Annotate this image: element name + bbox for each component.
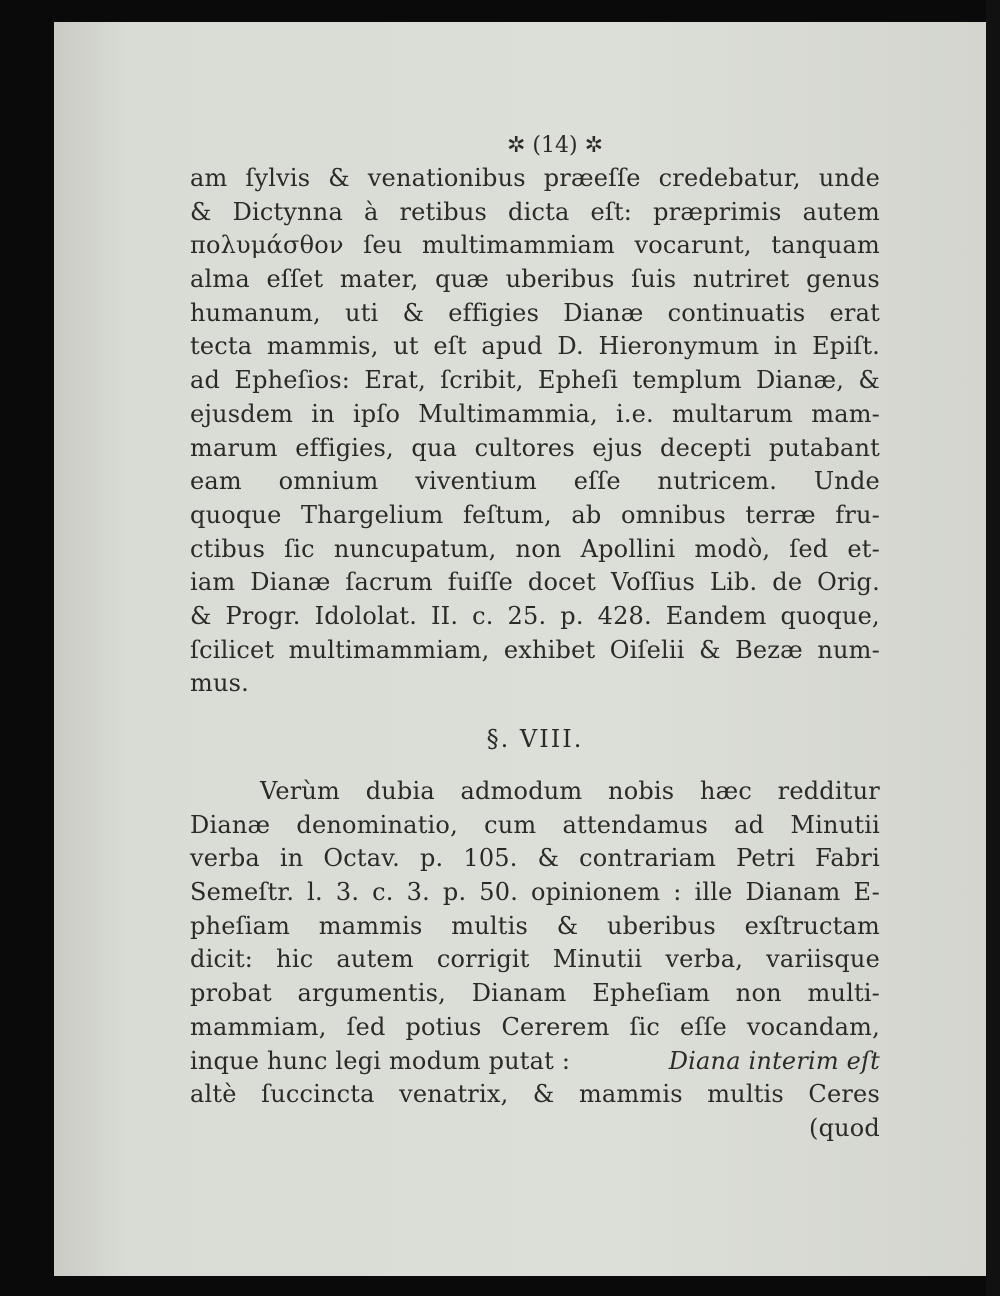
line-text: πολυμάσθον ſeu multimammiam vocarunt, tanquam [190,231,880,260]
line-text: probat argumentis, Dianam Epheſiam non multi- [190,979,880,1008]
line-text: mammiam, ſed potius Cererem ſic eſſe vocandam, [190,1012,880,1041]
text-line [190,162,880,196]
line-text: Verùm dubia admodum nobis hæc redditur [260,777,880,805]
line-text: Dianæ denominatio, cum attendamus ad Minutii [190,810,880,839]
line-text: marum effigies, qua cultores ejus decepti putabant [190,433,880,462]
text-line [190,263,880,297]
line-text: alma eſſet mater, quæ uberibus ſuis nutriret genus [190,265,880,294]
text-line [190,1045,880,1079]
text-line [190,297,880,331]
line-text: am ſylvis & venationibus præeſſe credebatur, unde [190,164,880,192]
line-text: ad Epheſios: Erat, ſcribit, Epheſi templum Dianæ, & [190,366,880,395]
page-text [190,130,880,1146]
line-text: & Dictynna à retibus dicta eſt: præprimis autem [190,197,880,226]
text-line [190,634,880,668]
text-line [190,330,880,364]
scan-edge [986,0,1000,1296]
line-text: humanum, uti & effigies Dianæ continuatis erat [190,298,880,327]
text-line [190,196,880,230]
line-text: & Progr. Idololat. II. c. 25. p. 428. Eandem quoque, [190,601,880,630]
line-text: tecta mammis, ut eſt apud D. Hieronymum in Epiſt. [190,332,880,361]
quote-inline: Diana interim eſt [668,1046,880,1075]
text-line [190,398,880,432]
line-text: pheſiam mammis multis & uberibus exſtructam [190,911,880,940]
text-line [190,943,880,977]
line-text: iam Dianæ ſacrum fuiſſe docet Voſſius Lib. de Orig. [190,568,880,597]
ornament-left-icon: ✲ [506,133,526,158]
text-line [190,842,880,876]
line-text: Semeſtr. l. 3. c. 3. p. 50. opinionem : ille Dianam E- [190,878,880,907]
line-text: dicit: hic autem corrigit Minutii verba, variisque [190,945,880,974]
text-line [190,465,880,499]
text-line [190,533,880,567]
ornament-right-icon: ✲ [584,133,604,158]
catchword-line [190,1112,880,1146]
text-line [190,364,880,398]
text-line [190,229,880,263]
line-text: inque hunc legi modum putat : [190,1046,571,1075]
page-header [230,130,880,162]
line-text: ejusdem in ipſo Multimammia, i.e. multarum mam- [190,399,880,428]
text-line [190,775,880,809]
text-line [190,566,880,600]
line-text: altè ſuccincta venatrix, & mammis multis Ceres [190,1080,880,1109]
line-text: ſcilicet multimammiam, exhibet Oiſelii & Bezæ num- [190,635,880,664]
section-title: §. VIII. [486,725,584,753]
line-text: ctibus ſic nuncupatum, non Apollini modò, ſed et- [190,534,880,563]
paragraph-1 [190,162,880,701]
line-text: verba in Octav. p. 105. & contrariam Petri Fabri [190,844,880,873]
text-line [190,1011,880,1045]
text-line-quote [190,1078,880,1112]
text-line [190,809,880,843]
line-text: eam omnium viventium eſſe nutricem. Unde [190,467,880,496]
text-line [190,876,880,910]
paragraph-2 [190,775,880,1078]
line-text: mus. [190,669,249,698]
text-line [190,600,880,634]
page-number: (14) [532,133,578,158]
text-line [190,499,880,533]
text-line [190,432,880,466]
catchword: (quod [809,1113,880,1142]
text-line [190,910,880,944]
text-line [190,667,880,701]
text-line [190,977,880,1011]
line-text: quoque Thargelium feſtum, ab omnibus terræ fru- [190,500,880,529]
